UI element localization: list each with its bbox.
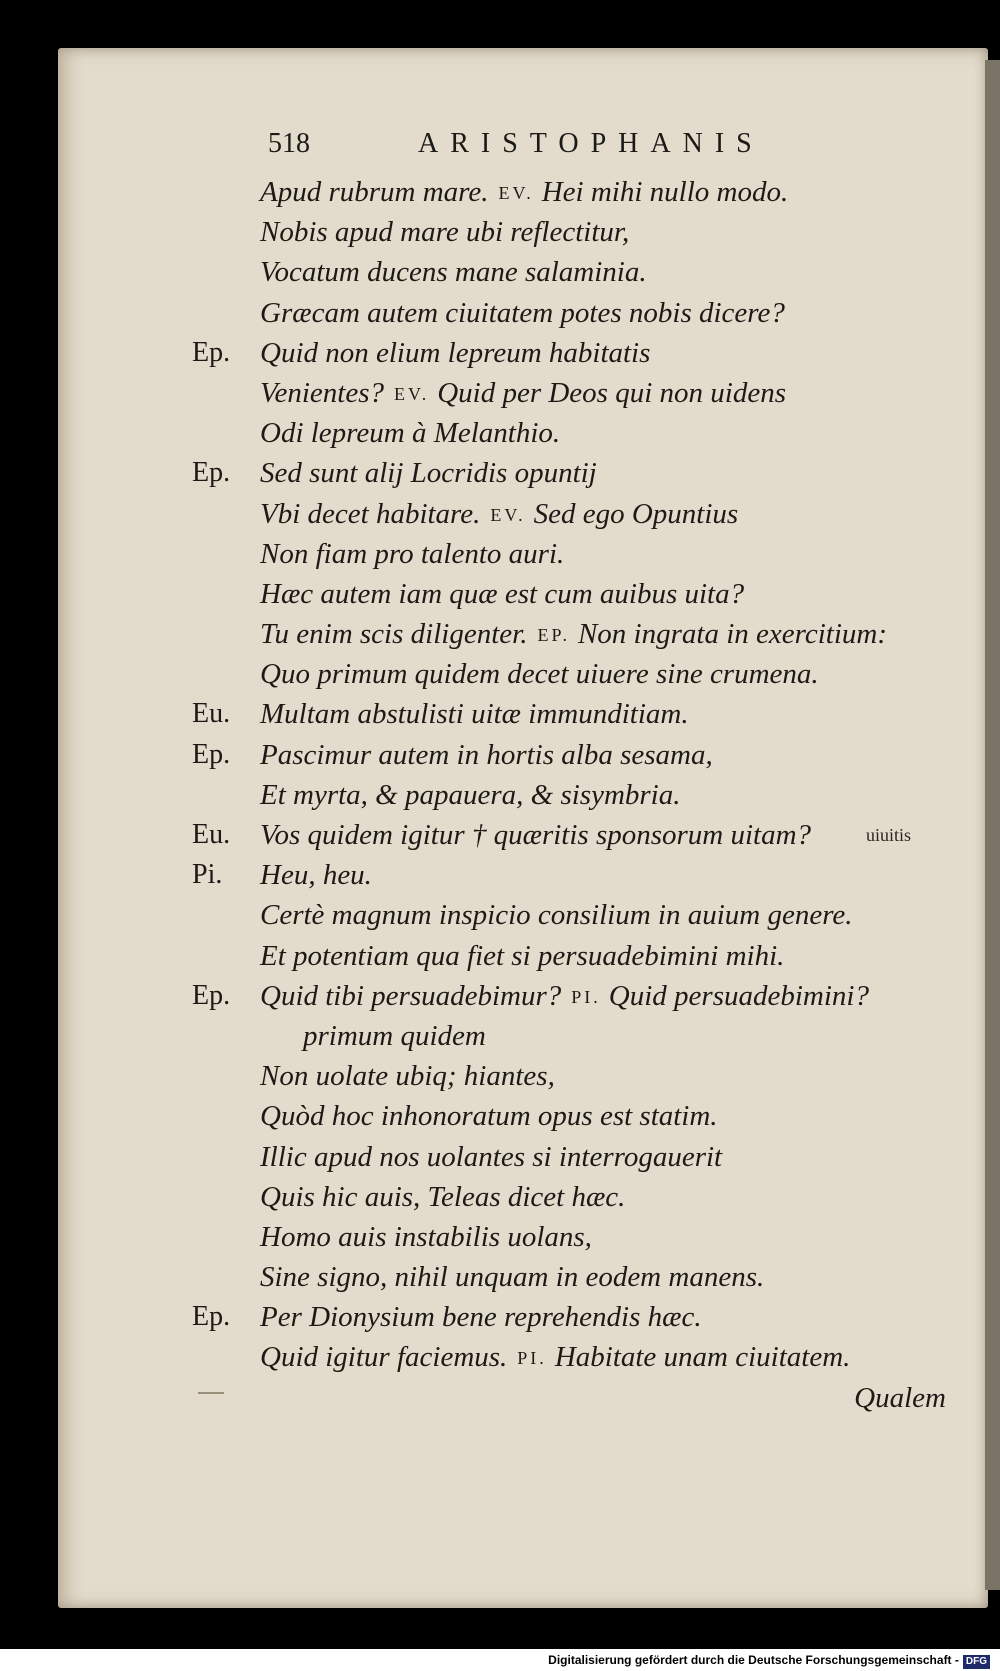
verse-text-line [260,494,738,535]
verse-text-line [260,1257,764,1297]
verse-line [0,976,1000,1016]
verse-text-line [260,1217,592,1257]
verse-line [0,855,1000,895]
verse-text-line [260,534,564,574]
verse-line [0,1337,1000,1377]
verse-line [0,694,1000,734]
verse-phrase: Homo auis instabilis uolans, [260,1220,592,1253]
verse-text-line [260,413,560,453]
inline-speaker-label: PI. [571,986,601,1007]
speaker-label: Ep. [192,457,231,489]
verse-line [0,895,1000,935]
verse-line [0,574,1000,614]
verse-phrase: Quòd hoc inhonoratum opus est statim. [260,1100,718,1133]
inline-speaker-label: EV. [498,183,534,203]
inline-speaker-label: EV. [394,383,430,404]
verse-text [0,172,1000,1418]
verse-phrase: Sine signo, nihil unquam in eodem manens. [260,1261,765,1294]
verse-text-line [260,1137,722,1177]
verse-text-line [260,1297,702,1337]
verse-phrase: Quo primum quidem decet uiuere sine crumena. [260,658,819,691]
verse-text-line [260,333,650,373]
catchword-line [0,1378,1000,1418]
verse-line [0,1177,1000,1217]
verse-phrase: Et potentiam qua fiet si persuadebimini mihi. [260,939,785,972]
speaker-label: Ep. [192,738,231,770]
verse-phrase: Illic apud nos uolantes si interrogauerit [260,1140,723,1173]
verse-text-line [260,654,819,694]
verse-phrase: primum quidem [303,1019,486,1052]
verse-text-line [260,1056,555,1096]
verse-text-line [260,855,372,895]
verse-line [0,494,1000,534]
verse-phrase: Odi lepreum à Melanthio. [260,417,561,450]
verse-phrase: Sed ego Opuntius [533,497,739,530]
verse-phrase: Multam abstulisti uitæ immunditiam. [260,698,689,731]
verse-phrase: Quid tibi persuadebimur? [260,979,562,1012]
verse-phrase: Hæc autem iam quæ est cum auibus uita? [260,577,745,610]
verse-line [0,815,1000,855]
verse-line [0,1016,1000,1056]
verse-line [0,936,1000,976]
verse-text-line [260,976,869,1017]
inline-speaker-label: PI. [517,1348,547,1369]
speaker-label: Eu. [192,819,231,850]
verse-text-line [260,1177,625,1217]
verse-phrase: Non uolate ubiq; hiantes, [260,1060,555,1093]
verse-text-line [260,895,853,935]
marginal-note: uiuitis [866,825,912,845]
verse-phrase: Non fiam pro talento auri. [260,537,565,570]
verse-phrase: Quid per Deos qui non uidens [437,376,786,409]
margin-dash [198,1392,224,1394]
verse-line [0,1257,1000,1297]
verse-line [0,1217,1000,1257]
verse-phrase: Apud rubrum mare. [260,176,489,208]
verse-text-line [260,614,887,655]
page-number: 518 [268,128,310,159]
verse-phrase: Vocatum ducens mane salaminia. [260,256,647,289]
verse-phrase: Habitate unam ciuitatem. [554,1341,851,1374]
speaker-label: Ep. [192,336,231,368]
inline-speaker-label: EV. [490,504,526,525]
verse-line [0,373,1000,413]
speaker-label: Ep. [192,1301,231,1333]
verse-line [0,333,1000,373]
catchword: Qualem [854,1381,946,1414]
verse-text-line [260,574,744,614]
verse-phrase: Nobis apud mare ubi reflectitur, [260,216,630,249]
speaker-label: Ep. [192,979,231,1011]
verse-phrase: Heu, heu. [260,859,372,892]
verse-line [0,1056,1000,1096]
verse-phrase: Quid persuadebimini? [608,979,869,1012]
verse-phrase: Quis hic auis, Teleas dicet hæc. [260,1180,626,1213]
verse-phrase: Non ingrata in exercitium: [577,618,887,651]
verse-line [0,212,1000,252]
verse-line [0,413,1000,453]
verse-line [0,453,1000,493]
verse-line [0,735,1000,775]
verse-phrase: Hei mihi nullo modo. [541,176,789,208]
speaker-label: Pi. [192,859,223,891]
verse-line [0,293,1000,333]
verse-text-line [260,293,785,333]
verse-line [0,1137,1000,1177]
verse-line [0,534,1000,574]
verse-phrase: Græcam autem ciuitatem potes nobis dicere? [260,296,785,329]
digitization-footer [0,1649,1000,1671]
verse-text-line [303,1016,486,1056]
verse-text-line [260,694,689,734]
dfg-logo: DFG [963,1655,990,1669]
verse-text-line [260,212,629,252]
verse-text-line [260,1096,718,1136]
verse-text-line [260,453,597,493]
verse-phrase: Pascimur autem in hortis alba sesama, [260,738,713,771]
verse-text-line [260,373,786,414]
verse-line [0,775,1000,815]
verse-line [0,1297,1000,1337]
running-title: ARISTOPHANIS [418,128,764,159]
verse-text-line [260,936,784,976]
verse-text-line [260,252,647,292]
verse-phrase: Quid non elium lepreum habitatis [260,336,651,369]
verse-text-line [260,815,811,855]
verse-phrase: Sed sunt alij Locridis opuntij [260,457,597,490]
verse-phrase: Et myrta, & papauera, & sisymbria. [260,778,681,811]
speaker-label: Eu. [192,698,231,730]
footer-text: Digitalisierung gefördert durch die Deutsche Forschungsgemeinschaft - [548,1653,959,1667]
verse-phrase: Venientes? [260,376,385,409]
verse-phrase: Certè magnum inspicio consilium in auium genere. [260,899,853,932]
verse-phrase: Vos quidem igitur † quæritis sponsorum uitam? [260,819,812,851]
verse-line [0,1096,1000,1136]
verse-text-line [260,172,788,213]
verse-line [0,252,1000,292]
verse-phrase: Tu enim scis diligenter. [260,618,528,651]
verse-text-line [260,1337,850,1378]
verse-phrase: Quid igitur faciemus. [260,1341,508,1374]
verse-text-line [260,735,713,775]
verse-phrase: Per Dionysium bene reprehendis hæc. [260,1301,702,1334]
verse-phrase: Vbi decet habitare. [260,497,481,530]
verse-text-line [260,775,681,815]
verse-line [0,172,1000,212]
verse-line [0,614,1000,654]
verse-line [0,654,1000,694]
inline-speaker-label: EP. [537,625,570,646]
